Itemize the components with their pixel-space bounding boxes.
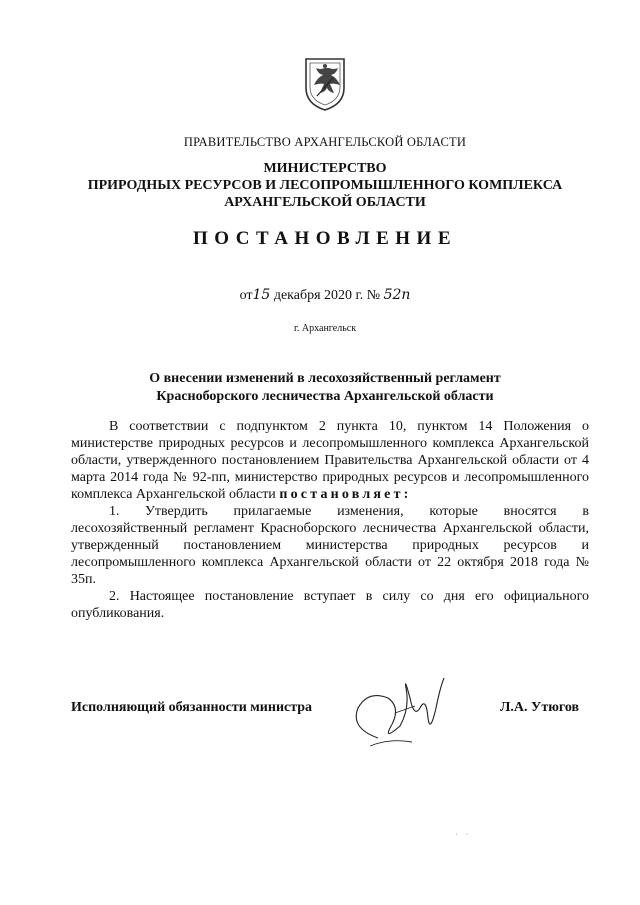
date-day-handwritten: 15 <box>252 287 271 303</box>
date-line <box>60 287 590 304</box>
scan-artifact: · · <box>455 830 472 839</box>
date-rest: декабря 2020 г. № <box>270 288 384 303</box>
item-1-paragraph <box>71 503 589 588</box>
item-2-paragraph: 2. Настоящее постановление вступает в силу со дня его официального опубликования. <box>71 589 589 621</box>
date-prefix: от <box>239 288 253 303</box>
document-number-handwritten: 52п <box>383 287 411 303</box>
preamble-paragraph <box>71 418 589 503</box>
document-body <box>71 418 589 622</box>
signatory-name: Л.А. Утюгов <box>500 700 580 715</box>
signatory-position: Исполняющий обязанности министра <box>71 700 313 715</box>
resolves-word: постановляет: <box>279 487 412 502</box>
ministry-line-3: АРХАНГЕЛЬСКОЙ ОБЛАСТИ <box>224 195 426 210</box>
item-1-text: Утвердить прилагаемые изменения, которые вносятся в лесохозяйственный регламент Красноборского лесничества Архангельской области, утвержденный постановлением министерства природных ресурсов и лесопромышленного комплекса Архангельской области от 22 октября 2018 года № 35п. <box>71 504 589 587</box>
preamble-text: В соответствии с подпунктом 2 пункта 10, пунктом 14 Положения о министерстве природных ресурсов и лесопромышленного комплекса Архангельской области, утвержденного постановлением Правительства Архангельской области от 4 марта 2014 года № 92-пп, министерство природных ресурсов и лесопромышленного комплекса Архангельской области <box>71 419 589 502</box>
arkhangelsk-coat-of-arms-icon <box>302 56 348 112</box>
item-1-number: 1. <box>109 504 120 519</box>
city: г. Архангельск <box>293 323 357 334</box>
subject-line-1: О внесении изменений в лесохозяйственный регламент <box>149 371 501 386</box>
document-subject <box>60 370 590 406</box>
ministry-name <box>60 160 590 211</box>
handwritten-signature-icon <box>340 668 460 758</box>
document-type: ПОСТАНОВЛЕНИЕ <box>192 228 458 249</box>
ministry-line-2: ПРИРОДНЫХ РЕСУРСОВ И ЛЕСОПРОМЫШЛЕННОГО КОМПЛЕКСА <box>87 178 563 193</box>
subject-line-2: Красноборского лесничества Архангельской области <box>156 389 494 404</box>
ministry-line-1: МИНИСТЕРСТВО <box>263 161 387 176</box>
government-name: ПРАВИТЕЛЬСТВО АРХАНГЕЛЬСКОЙ ОБЛАСТИ <box>183 135 467 149</box>
